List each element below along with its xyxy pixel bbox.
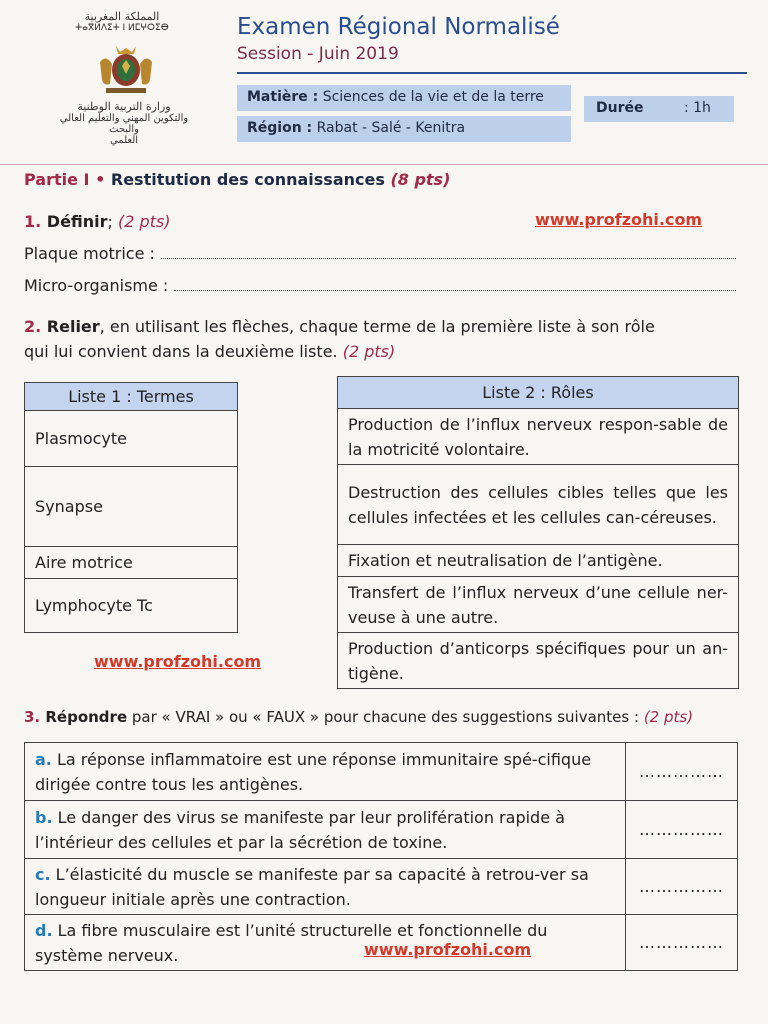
statement-cell: [25, 859, 626, 915]
list-1-term[interactable]: Aire motrice: [25, 547, 238, 579]
list-2-header: Liste 2 : Rôles: [338, 377, 739, 409]
matiere-label: Matière :: [247, 89, 319, 105]
q1-verb: Définir: [41, 212, 108, 231]
list-2-role[interactable]: Production de l’influx nerveux respon-sable de la motricité volontaire.: [338, 409, 739, 465]
statement-text: L’élasticité du muscle se manifeste par sa capacité à retrou-ver sa longueur initiale après une contraction.: [35, 864, 589, 909]
section-bullet: •: [89, 170, 111, 189]
region-box: [237, 116, 571, 142]
ministry-line-2: والتكوين المهني والتعليم العالي والبحث: [59, 113, 189, 135]
q1-item-row: [24, 244, 736, 263]
duree-box: [584, 96, 734, 122]
title-divider: [237, 72, 747, 74]
q2-text-2: qui lui convient dans la deuxième liste.: [24, 342, 343, 361]
q3-points: (2 pts): [643, 708, 694, 726]
moroccan-coat-of-arms-icon: [94, 40, 158, 96]
watermark-link-2[interactable]: www.profzohi.com: [94, 652, 262, 671]
statement-text: La réponse inflammatoire est une réponse immunitaire spé-cifique dirigée contre tous les antigènes.: [35, 749, 592, 794]
list-2-role[interactable]: Production d’anticorps spécifiques pour un an-tigène.: [338, 633, 739, 689]
kingdom-arabic: المملكة المغربية: [84, 10, 160, 23]
list-2-role[interactable]: Transfert de l’influx nerveux d’une cellule ner-veuse à une autre.: [338, 577, 739, 633]
q2-verb: Relier: [41, 317, 100, 336]
statement-text: La fibre musculaire est l’unité structurelle et fonctionnelle du système nerveux.: [35, 920, 548, 965]
duree-label: Durée: [596, 100, 644, 116]
statement-cell: [25, 915, 626, 971]
ministry-name: [54, 100, 204, 146]
answer-field[interactable]: ……………: [626, 743, 738, 801]
q1-answer-line[interactable]: [174, 276, 736, 291]
answer-field[interactable]: ……………: [626, 915, 738, 971]
q1-item-label: Plaque motrice :: [24, 244, 155, 263]
list-1-term[interactable]: Plasmocyte: [25, 411, 238, 467]
q1-answer-line[interactable]: [161, 244, 736, 259]
watermark-link-3[interactable]: www.profzohi.com: [364, 940, 532, 959]
list-1-header: Liste 1 : Termes: [25, 383, 238, 411]
ministry-header: [52, 10, 202, 33]
duree-value: : 1h: [683, 100, 711, 116]
list-2-role[interactable]: Fixation et neutralisation de l’antigène.: [338, 545, 739, 577]
statement-cell: [25, 743, 626, 801]
q2-points: (2 pts): [342, 342, 396, 361]
section-points: (8 pts): [390, 170, 451, 189]
answer-field[interactable]: ……………: [626, 859, 738, 915]
true-false-table: [24, 742, 738, 971]
q3-number: 3.: [24, 708, 41, 726]
list-2-role[interactable]: Destruction des cellules cibles telles que les cellules infectées et les cellules can-céreuses.: [338, 465, 739, 545]
statement-letter: d.: [35, 920, 53, 940]
list-1-term[interactable]: Synapse: [25, 467, 238, 547]
q2-text: , en utilisant les flèches, chaque terme de la première liste à son rôle: [99, 317, 655, 336]
statement-letter: b.: [35, 807, 53, 827]
section-label: Partie I: [24, 170, 90, 189]
statement-letter: a.: [35, 749, 52, 769]
header-separator: [0, 164, 768, 165]
statement-letter: c.: [35, 864, 51, 884]
list-2-table: [337, 376, 739, 689]
list-1-table: [24, 382, 238, 633]
region-value: Rabat - Salé - Kenitra: [316, 120, 466, 136]
region-label: Région :: [247, 120, 313, 136]
exam-title: Examen Régional Normalisé: [237, 14, 560, 40]
q3-text: par « VRAI » ou « FAUX » pour chacune des suggestions suivantes :: [127, 708, 644, 726]
question-1-heading: [24, 212, 171, 231]
statement-cell: [25, 801, 626, 859]
watermark-link-1[interactable]: www.profzohi.com: [535, 210, 703, 229]
section-title: Restitution des connaissances: [110, 170, 391, 189]
matiere-box: [237, 85, 571, 111]
kingdom-tifinagh: ⵜⴰⴳⵍⴷⵉⵜ ⵏ ⵍⵎⵖⵔⵉⴱ: [75, 23, 169, 33]
ministry-line-3: العلمي: [109, 135, 139, 146]
matiere-value: Sciences de la vie et de la terre: [322, 89, 544, 105]
q1-sep: ;: [107, 212, 119, 231]
list-1-term[interactable]: Lymphocyte Tc: [25, 579, 238, 633]
q1-number: 1.: [24, 212, 42, 231]
q2-number: 2.: [24, 317, 42, 336]
statement-text: Le danger des virus se manifeste par leur prolifération rapide à l’intérieur des cellules et par la sécrétion de toxine.: [35, 807, 565, 852]
section-heading: [24, 170, 450, 189]
q1-item-row: [24, 276, 736, 295]
question-3-heading: [24, 708, 693, 726]
q1-points: (2 pts): [118, 212, 171, 231]
answer-field[interactable]: ……………: [626, 801, 738, 859]
question-2-heading: [24, 314, 736, 364]
exam-session: Session - Juin 2019: [237, 44, 399, 64]
q1-item-label: Micro-organisme :: [24, 276, 169, 295]
q3-verb: Répondre: [40, 708, 128, 726]
ministry-line-1: وزارة التربية الوطنية: [77, 100, 171, 113]
